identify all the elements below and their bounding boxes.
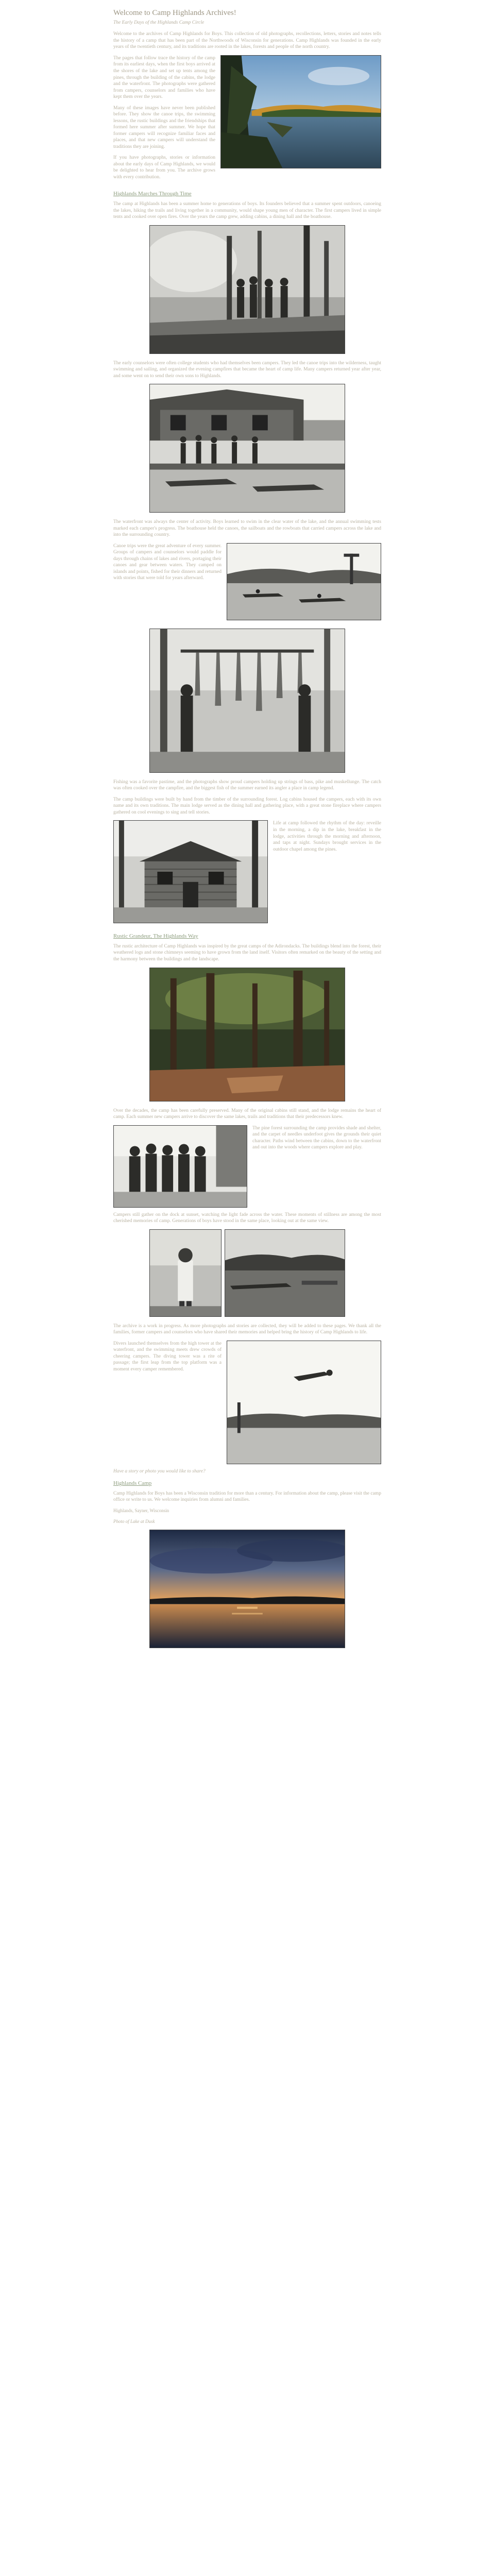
boathouse-dock-photo xyxy=(149,384,345,513)
log-cabin-photo xyxy=(113,820,268,923)
share-question: Have a story or photo you would like to share? xyxy=(113,1468,206,1474)
page-subtitle: The Early Days of the Highlands Camp Circle xyxy=(113,20,205,25)
history-paragraph-4: Canoe trips were the great adventure of every summer. Groups of campers and counselors would paddle for days through chains of lakes and rivers, portaging their canoes and gear between waters. They camped on islands and points, fished for their dinners and returned with stories that were told for years afterward. xyxy=(113,543,222,581)
rustic-paragraph-3: The pine forest surrounding the camp provides shade and shelter, and the carpet of needles underfoot gives the grounds their quiet character. Paths wind between the cabins, down to the waterfront and out into the woods where campers explore and play. xyxy=(252,1125,381,1150)
history-paragraph-6: The camp buildings were built by hand from the timber of the surrounding forest. Log cabins housed the campers, each with its own name and its own traditions. The main lodge served as the dining hall and gathering place, with a great stone fireplace where campers gathered on cool evenings to sing and tell stories. xyxy=(113,796,381,815)
twin-photo-row xyxy=(149,1229,345,1317)
article xyxy=(113,0,381,1654)
dusk-caption: Photo of Lake at Dusk xyxy=(113,1518,155,1524)
rustic-paragraph-5: The archive is a work in progress. As more photographs and stories are collected, they will be added to these pages. We thank all the families, former campers and counselors who have shared their memories and helped bring the history of Camp Highlands to life. xyxy=(113,1323,381,1335)
section-heading-rustic[interactable]: Rustic Grandeur, The Highlands Way xyxy=(113,933,198,940)
intro-paragraph-2: The pages that follow trace the history of the camp from its earliest days, when the first boys arrived at the shores of the lake and set up tents among the pines, through the building of the cabins, the lodge and the waterfront. The photographs were gathered from campers, counselors and families who have kept them over the years. xyxy=(113,55,215,100)
intro-paragraph-4: If you have photographs, stories or information about the early days of Camp Highlands, we would be delighted to hear from you. The archive grows with every contribution. xyxy=(113,155,215,180)
lake-autumn-photo xyxy=(220,55,381,168)
history-paragraph-3: The waterfront was always the center of activity. Boys learned to swim in the clear water of the lake, and the annual swimming tests marked each camper's progress. The boathouse held the canoes, the sailboats and the rowboats that carried campers across the lake and into the surrounding country. xyxy=(113,519,381,538)
pine-forest-photo xyxy=(149,968,345,1101)
sunset-lake-photo xyxy=(149,1530,345,1648)
diver-photo xyxy=(227,1341,381,1464)
rustic-paragraph-1: The rustic architecture of Camp Highlands was inspired by the great camps of the Adirondacks. The buildings blend into the forest, their weathered logs and stone chimneys seeming to have grown from the land itself. Visitors often remarked on the beauty of the setting and the harmony between the buildings and the landscape. xyxy=(113,943,381,962)
contact-heading[interactable]: Highlands Camp xyxy=(113,1480,152,1487)
campers-woods-photo xyxy=(149,225,345,354)
boy-portrait-photo xyxy=(149,1229,222,1317)
intro-paragraph-1: Welcome to the archives of Camp Highlands for Boys. This collection of old photographs, recollections, letters, stories and notes tells the history of a camp that has been part of the Northwoods of Wisconsin for generations. Camp Highlands was founded in the early years of the twentieth century, and its traditions are rooted in the lakes, forests and people of the north country. xyxy=(113,31,381,50)
rustic-paragraph-2: Over the decades, the camp has been carefully preserved. Many of the original cabins still stand, and the lodge remains the heart of camp. Each summer new campers arrive to discover the same lakes, trails and traditions that their predecessors knew. xyxy=(113,1108,381,1120)
campers-group-photo xyxy=(113,1125,247,1208)
contact-paragraph: Camp Highlands for Boys has been a Wisconsin tradition for more than a century. For information about the camp, please visit the camp office or write to us. We welcome inquiries from alumni and families. xyxy=(113,1490,381,1503)
history-paragraph-1: The camp at Highlands has been a summer home to generations of boys. Its founders believed that a summer spent outdoors, canoeing the lakes, hiking the trails and living together in a community, would shape young men of character. The first campers lived in simple tents and cooked over open fires. Over the years the camp grew, adding cabins, a dining hall and the boathouse. xyxy=(113,201,381,220)
section-heading-history[interactable]: Highlands Marches Through Time xyxy=(113,191,192,197)
shoreline-photo xyxy=(225,1229,345,1317)
page-title: Welcome to Camp Highlands Archives! xyxy=(113,9,236,17)
rustic-paragraph-4: Campers still gather on the dock at sunset, watching the light fade across the water. These moments of stillness are among the most cherished memories of camp. Generations of boys have stood in the same place, looking out at the same view. xyxy=(113,1212,381,1224)
fishing-catch-photo xyxy=(149,629,345,773)
camp-address: Highlands, Sayner, Wisconsin xyxy=(113,1507,169,1513)
intro-paragraph-3: Many of these images have never been published before. They show the canoe trips, the swimming lessons, the rustic buildings and the friendships that formed here summer after summer. We hope that former campers will recognize familiar faces and places, and that new campers will understand the traditions they are joining. xyxy=(113,105,215,149)
history-paragraph-5: Fishing was a favorite pastime, and the photographs show proud campers holding up strings of bass, pike and muskellunge. The catch was often cooked over the campfire, and the biggest fish of the summer earned its angler a place in camp legend. xyxy=(113,779,381,791)
canoes-lake-photo xyxy=(227,543,381,620)
history-paragraph-7: Life at camp followed the rhythm of the day: reveille in the morning, a dip in the lake, breakfast in the lodge, activities through the morning and afternoon, and taps at night. Sundays brought services in the outdoor chapel among the pines. xyxy=(273,821,381,852)
history-paragraph-2: The early counselors were often college students who had themselves been campers. They led the canoe trips into the wilderness, taught swimming and sailing, and organized the evening campfires that became the heart of camp life. Many campers returned year after year, and some went on to send their own sons to Highlands. xyxy=(113,360,381,379)
rustic-paragraph-6: Divers launched themselves from the high tower at the waterfront, and the swimming meets drew crowds of cheering campers. The diving tower was a rite of passage; the first leap from the top platform was a moment every camper remembered. xyxy=(113,1341,222,1372)
